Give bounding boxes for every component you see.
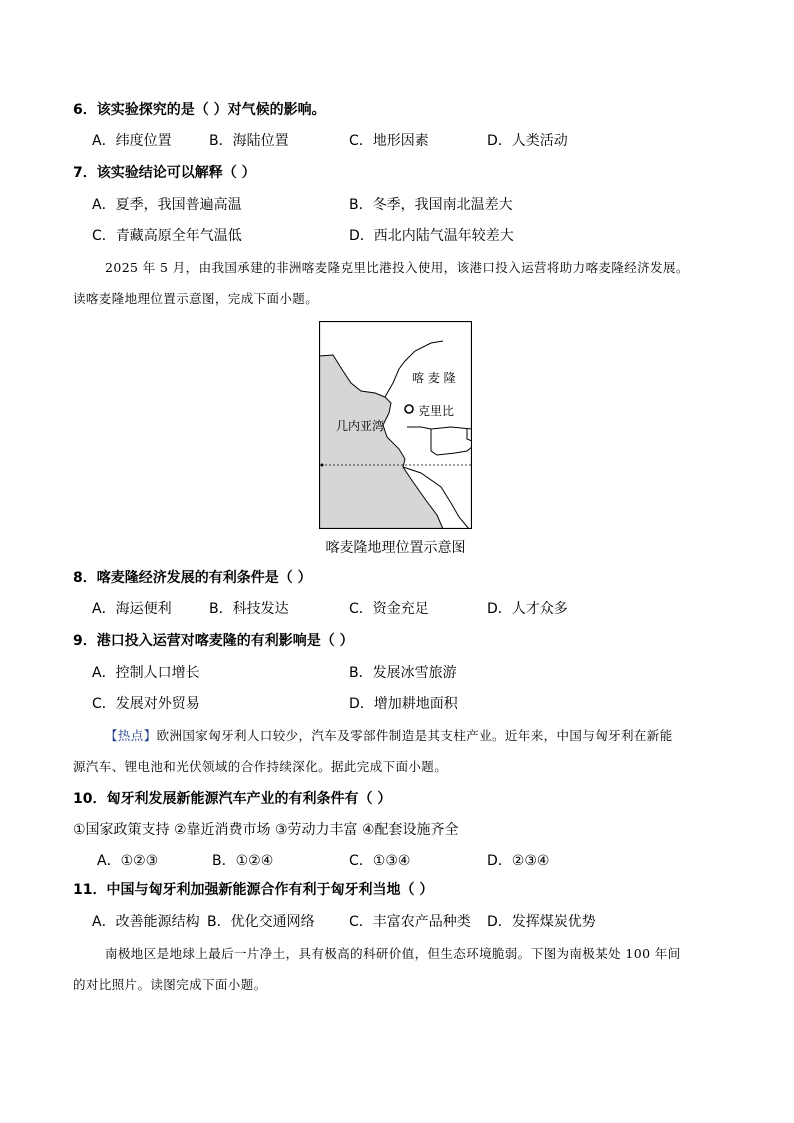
q11-option-d: D．发挥煤炭优势 [487,914,596,930]
hot-topic-tag: 【热点】 [105,728,157,743]
q6-option-c: C．地形因素 [349,133,429,149]
question-6-stem: 6．该实验探究的是（ ）对气候的影响。 [73,102,326,118]
q11-option-c: C．丰富农产品种类 [349,914,471,930]
q9-option-c: C．发展对外贸易 [92,696,200,712]
passage-2-line-1 [105,727,673,745]
q7-option-d: D．西北内陆气温年较差大 [349,228,514,244]
map-city-label: 克里比 [418,404,455,418]
q7-option-b: B．冬季，我国南北温差大 [349,197,513,213]
passage-3-line-2: 的对比照片。读图完成下面小题。 [73,977,267,992]
q8-option-d: D．人才众多 [487,601,568,617]
map-caption: 喀麦隆地理位置示意图 [325,540,466,556]
q6-option-a: A．纬度位置 [92,133,172,149]
q9-option-b: B．发展冰雪旅游 [349,665,457,681]
q10-option-a: A．①②③ [97,853,159,869]
q11-option-b: B．优化交通网络 [207,914,315,930]
passage-2-line-2: 源汽车、锂电池和光伏领域的合作持续深化。据此完成下面小题。 [73,759,448,774]
q6-option-b: B．海陆位置 [209,133,289,149]
q6-option-d: D．人类活动 [487,133,568,149]
q7-option-c: C．青藏高原全年气温低 [92,228,242,244]
q10-option-b: B．①②④ [212,853,274,869]
passage-1-line-2: 读喀麦隆地理位置示意图，完成下面小题。 [73,291,319,306]
q8-option-a: A．海运便利 [92,601,172,617]
passage-3-line-1: 南极地区是地球上最后一片净土，具有极高的科研价值，但生态环境脆弱。下图为南极某处 100 年间 [105,946,681,961]
map-bay-label: 几内亚湾 [336,419,385,433]
question-9-stem: 9．港口投入运营对喀麦隆的有利影响是（ ） [73,633,354,649]
q10-choices: ①国家政策支持 ②靠近消费市场 ③劳动力丰富 ④配套设施齐全 [73,822,459,838]
passage-1-line-1: 2025 年 5 月，由我国承建的非洲喀麦隆克里比港投入使用，该港口投入运营将助力喀麦隆经济发展。 [105,260,689,275]
q8-option-c: C．资金充足 [349,601,429,617]
q7-option-a: A．夏季，我国普遍高温 [92,197,242,213]
q10-option-d: D．②③④ [487,853,550,869]
cameroon-location-map [319,321,472,529]
q10-option-c: C．①③④ [349,853,411,869]
map-country-label: 喀 麦 隆 [412,371,456,385]
q11-option-a: A．改善能源结构 [92,914,200,930]
question-8-stem: 8．喀麦隆经济发展的有利条件是（ ） [73,570,312,586]
passage-2-text: 欧洲国家匈牙利人口较少，汽车及零部件制造是其支柱产业。近年来，中国与匈牙利在新能 [156,728,673,743]
kribi-marker-icon [405,405,413,413]
question-11-stem: 11．中国与匈牙利加强新能源合作有利于匈牙利当地（ ） [73,882,434,898]
q9-option-a: A．控制人口增长 [92,665,200,681]
q9-option-d: D．增加耕地面积 [349,696,458,712]
q8-option-b: B．科技发达 [209,601,289,617]
question-7-stem: 7．该实验结论可以解释（ ） [73,165,256,181]
question-10-stem: 10．匈牙利发展新能源汽车产业的有利条件有（ ） [73,791,392,807]
